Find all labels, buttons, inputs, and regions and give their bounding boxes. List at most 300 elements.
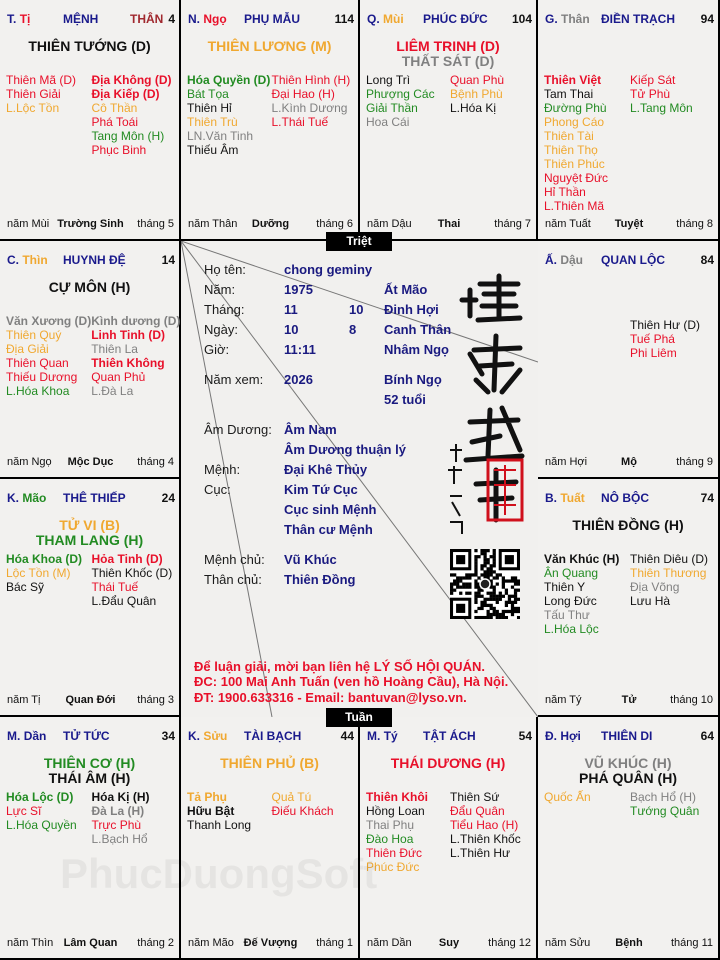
palace-footer	[545, 937, 713, 951]
palace-name: PHỤ MẪU	[244, 12, 300, 26]
palace-header	[367, 12, 532, 28]
minor-stars	[6, 790, 177, 846]
footer-stage: Mộ	[621, 456, 637, 468]
star-column-right	[92, 552, 178, 608]
palace-name: PHÚC ĐỨC	[423, 12, 488, 26]
main-star: PHÁ QUÂN (H)	[579, 770, 677, 786]
palace-Sửu[interactable]	[181, 717, 360, 960]
palace-age-number: 34	[161, 729, 175, 743]
star-column-left	[544, 552, 630, 636]
palace-header	[545, 12, 714, 28]
main-stars	[181, 756, 358, 771]
star: Hỉ Thần	[544, 185, 586, 199]
info-c-value: Ất Mão	[384, 282, 428, 297]
minor-stars	[544, 73, 716, 213]
minor-stars	[544, 790, 716, 818]
star: L.Hóa Quyền	[6, 818, 77, 832]
footer-stage: Đế Vượng	[243, 937, 298, 949]
star-column-left	[187, 73, 272, 157]
star: Thiên Hình (H)	[271, 73, 351, 87]
star: Thiên Thương	[630, 566, 707, 580]
star: Kình dương (D)	[91, 314, 181, 328]
palace-can: Ấ.	[545, 253, 557, 267]
main-stars	[538, 756, 718, 786]
star: Hóa Kị (H)	[91, 790, 150, 804]
star-column-right	[92, 790, 178, 846]
star: Tiểu Hao (H)	[450, 818, 519, 832]
star: Hữu Bật	[187, 804, 235, 818]
footer-stage: Quan Đới	[65, 694, 116, 706]
star: Long Đức	[544, 594, 597, 608]
footer-year: năm Dậu	[367, 218, 412, 230]
star: Thiên Trù	[187, 115, 238, 129]
star-column-left	[366, 790, 450, 874]
palace-age-number: 14	[161, 253, 175, 267]
minor-stars	[6, 314, 181, 398]
star: Lộc Tồn (M)	[6, 566, 71, 580]
palace-chi: Tý	[383, 729, 398, 743]
star: Phượng Các	[366, 87, 435, 101]
footer-stage: Bệnh	[615, 937, 643, 949]
palace-name: TẬT ÁCH	[423, 729, 476, 743]
palace-Tý[interactable]	[360, 717, 538, 960]
footer-stage: Thai	[437, 218, 461, 230]
info-a-value: Đại Khê Thủy	[284, 462, 368, 477]
palace-age-number: 54	[518, 729, 532, 743]
main-stars	[0, 518, 179, 548]
minor-stars	[544, 552, 716, 636]
footer-year: năm Dần	[367, 937, 412, 949]
minor-stars	[187, 790, 356, 832]
info-c-value: Đinh Hợi	[384, 302, 439, 317]
footer-year: năm Mão	[188, 937, 234, 949]
star: Long Trì	[366, 73, 411, 87]
star-column-left	[6, 552, 92, 608]
footer-month: tháng 5	[137, 218, 174, 230]
info-c-value: Nhâm Ngọ	[384, 342, 449, 357]
footer-year: năm Thân	[188, 218, 238, 230]
palace-Mão[interactable]	[0, 479, 181, 717]
info-b-value: 8	[349, 322, 357, 337]
palace-age-number: 94	[700, 12, 714, 26]
palace-footer	[7, 937, 174, 951]
palace-footer	[188, 937, 353, 951]
palace-can: C.	[7, 253, 19, 267]
palace-Mùi[interactable]	[360, 0, 538, 241]
palace-chi: Tuất	[560, 491, 585, 505]
star: Điếu Khách	[271, 804, 334, 818]
info-c-value: Bính Ngọ	[384, 372, 442, 387]
star: Đại Hao (H)	[271, 87, 335, 101]
palace-header	[188, 12, 354, 28]
main-stars	[0, 280, 179, 295]
minor-stars	[366, 73, 534, 129]
palace-Dậu[interactable]	[538, 241, 720, 479]
star: Bệnh Phù	[450, 87, 503, 101]
info-a-value: Âm Nam	[284, 422, 337, 437]
info-a-value: Cục sinh Mệnh	[284, 502, 377, 517]
star: Thái Tuế	[91, 580, 139, 594]
palace-Ngọ[interactable]	[181, 0, 360, 241]
star: Hóa Quyền (D)	[187, 73, 271, 87]
star: Quốc Ấn	[544, 790, 591, 804]
palace-can-chi	[7, 12, 30, 26]
palace-age-number: 44	[340, 729, 354, 743]
main-star: THIÊN TƯỚNG (D)	[28, 38, 151, 54]
palace-footer	[7, 456, 174, 470]
palace-Thân[interactable]	[538, 0, 720, 241]
palace-name: THIÊN DI	[601, 729, 653, 743]
footer-month: tháng 2	[137, 937, 174, 949]
footer-stage: Tuyệt	[614, 218, 644, 230]
than-marker: THÂN	[130, 12, 164, 26]
star: Thiên Quan	[6, 356, 69, 370]
palace-Dần[interactable]	[0, 717, 181, 960]
star: Thiên Việt	[544, 73, 602, 87]
palace-header	[188, 729, 354, 745]
palace-can: G.	[545, 12, 558, 26]
palace-name: HUYNH ĐỆ	[63, 253, 126, 267]
palace-header	[545, 253, 714, 269]
star: Phong Cáo	[544, 115, 605, 129]
minor-stars	[6, 552, 177, 608]
main-star: THẤT SÁT (D)	[401, 53, 495, 69]
minor-stars	[366, 790, 534, 874]
main-stars	[538, 518, 718, 533]
palace-Tuất[interactable]	[538, 479, 720, 717]
star: Quan Phù	[450, 73, 505, 87]
palace-header	[545, 491, 714, 507]
info-label: Năm xem:	[204, 372, 264, 387]
star: Lưu Hà	[630, 594, 671, 608]
star: Quả Tú	[271, 790, 312, 804]
palace-header	[367, 729, 532, 745]
info-c-value: 52 tuổi	[384, 392, 426, 407]
star: Đà La (H)	[91, 804, 145, 818]
palace-can-chi	[545, 729, 581, 743]
star: Thiếu Âm	[187, 143, 239, 157]
calligraphy-logo	[440, 270, 530, 540]
star: Trực Phù	[91, 818, 142, 832]
palace-can-chi	[7, 491, 46, 505]
star: Cô Thần	[91, 101, 138, 115]
star: L.Thiên Khốc	[450, 832, 521, 846]
star: Địa Võng	[630, 580, 680, 594]
palace-can-chi	[545, 253, 583, 267]
contact-line-phone-email: ĐT: 1900.633316 - Email: bantuvan@lyso.vn.	[194, 690, 467, 705]
star-column-right	[450, 73, 534, 129]
star: L.Hóa Lộc	[544, 622, 599, 636]
info-label: Năm:	[204, 282, 236, 297]
qr-code[interactable]	[450, 549, 520, 619]
star: Tuế Phá	[630, 332, 675, 346]
palace-name: TỬ TỨC	[63, 729, 110, 743]
star: Tam Thai	[544, 87, 594, 101]
star: Phục Binh	[91, 143, 147, 157]
star: Nguyệt Đức	[544, 171, 609, 185]
star: Thiên Sứ	[450, 790, 500, 804]
star-column-left	[544, 73, 630, 213]
star-column-right	[630, 790, 716, 818]
star: L.Thiên Mã	[544, 199, 605, 213]
star-column-left	[366, 73, 450, 129]
star-column-right	[630, 552, 716, 636]
palace-can-chi	[367, 729, 398, 743]
info-label: Tháng:	[204, 302, 245, 317]
star: L.Hóa Khoa	[6, 384, 70, 398]
palace-name: THÊ THIẾP	[63, 491, 126, 505]
info-label: Cục:	[204, 482, 231, 497]
star: L.Thiên Hư	[450, 846, 511, 860]
star: Thiên Y	[544, 580, 586, 594]
palace-name: MỆNH	[63, 12, 99, 26]
star-column-right	[91, 314, 180, 398]
star: Hỏa Tinh (D)	[91, 552, 163, 566]
star: Đường Phù	[544, 101, 607, 115]
star: Đào Hoa	[366, 832, 414, 846]
footer-month: tháng 10	[670, 694, 713, 706]
palace-chi: Tị	[19, 12, 31, 26]
star: Thiên Giải	[6, 87, 61, 101]
main-star: TỬ VI (B)	[59, 517, 120, 533]
star: Thiên Hư (D)	[630, 318, 701, 332]
star: Phá Toái	[91, 115, 138, 129]
palace-footer	[188, 218, 353, 232]
palace-Thìn[interactable]	[0, 241, 181, 479]
star: Tang Môn (H)	[91, 129, 165, 143]
main-star: THIÊN ĐỒNG (H)	[572, 517, 684, 533]
palace-can-chi	[7, 253, 48, 267]
palace-name: ĐIỀN TRẠCH	[601, 12, 675, 26]
star: Bát Tọa	[187, 87, 229, 101]
info-a-value: Kim Tứ Cục	[284, 482, 358, 497]
palace-footer	[7, 218, 174, 232]
star: Thiên La	[91, 342, 138, 356]
palace-can-chi	[545, 12, 590, 26]
palace-can: Q.	[367, 12, 380, 26]
palace-age-number: 4	[168, 12, 175, 26]
star: LN.Văn Tinh	[187, 129, 254, 143]
star-column-right	[92, 73, 178, 157]
palace-Tị[interactable]	[0, 0, 181, 241]
star: Thiên Mã (D)	[6, 73, 77, 87]
palace-can: K.	[7, 491, 19, 505]
palace-chi: Thìn	[22, 253, 48, 267]
footer-month: tháng 11	[670, 937, 713, 949]
footer-year: năm Tý	[545, 694, 582, 706]
palace-name: NÔ BỘC	[601, 491, 649, 505]
star-column-right	[450, 790, 534, 874]
star: Thanh Long	[187, 818, 252, 832]
footer-stage: Suy	[438, 937, 460, 949]
palace-chi: Hợi	[560, 729, 581, 743]
star: L.Đà La	[91, 384, 134, 398]
star: Tấu Thư	[544, 608, 590, 622]
star-column-left	[6, 790, 92, 846]
star: Ân Quang	[544, 566, 599, 580]
star-column-left	[187, 790, 272, 832]
palace-can-chi	[188, 729, 227, 743]
main-star: CỰ MÔN (H)	[48, 279, 131, 295]
main-stars	[0, 756, 179, 786]
palace-header	[7, 491, 175, 507]
palace-can-chi	[545, 491, 585, 505]
palace-can: M.	[7, 729, 21, 743]
footer-year: năm Mùi	[7, 218, 50, 230]
star: Tướng Quân	[630, 804, 700, 818]
star-column-right	[630, 318, 716, 360]
star: Quan Phủ	[91, 370, 146, 384]
info-a-value: 10	[284, 322, 299, 337]
main-stars	[360, 39, 536, 69]
main-star: VŨ KHÚC (H)	[584, 755, 672, 771]
main-stars	[181, 39, 358, 54]
palace-age-number: 114	[334, 12, 354, 26]
star: Đẩu Quân	[450, 804, 505, 818]
footer-stage: Trường Sinh	[57, 218, 124, 230]
star: Kiếp Sát	[630, 73, 676, 87]
star: L.Bạch Hổ	[91, 832, 148, 846]
main-star: THÁI ÂM (H)	[48, 770, 131, 786]
palace-chi: Sửu	[203, 729, 228, 743]
palace-chi: Mùi	[383, 12, 404, 26]
star: Giải Thần	[366, 101, 418, 115]
footer-year: năm Sửu	[545, 937, 591, 949]
star: Thiên Thọ	[544, 143, 598, 157]
star: L.Hóa Kị	[450, 101, 497, 115]
footer-month: tháng 8	[676, 218, 713, 230]
info-a-value: Thiên Đồng	[284, 572, 356, 587]
palace-footer	[545, 456, 713, 470]
info-a-value: 2026	[284, 372, 313, 387]
palace-can: T.	[7, 12, 17, 26]
info-a-value: Âm Dương thuận lý	[284, 442, 406, 457]
palace-age-number: 84	[700, 253, 714, 267]
footer-stage: Mộc Dục	[67, 456, 114, 468]
star: Bác Sỹ	[6, 580, 45, 594]
main-stars	[0, 39, 179, 54]
footer-month: tháng 3	[137, 694, 174, 706]
star: Hóa Lộc (D)	[6, 790, 74, 804]
palace-can: N.	[188, 12, 200, 26]
palace-age-number: 24	[161, 491, 175, 505]
footer-stage: Lâm Quan	[63, 937, 118, 949]
contact-line-intro: Để luận giải, mời bạn liên hệ LÝ SỐ HỘI QUÁN.	[194, 659, 485, 674]
palace-footer	[367, 218, 531, 232]
footer-month: tháng 12	[488, 937, 531, 949]
star: Thiên Tài	[544, 129, 594, 143]
palace-age-number: 74	[700, 491, 714, 505]
star: Thiên Đức	[366, 846, 423, 860]
main-star: LIÊM TRINH (D)	[396, 38, 500, 54]
main-star: THIÊN PHỦ (B)	[220, 755, 319, 771]
palace-Hợi[interactable]	[538, 717, 720, 960]
star: L.Đẩu Quân	[91, 594, 157, 608]
info-label: Mệnh chủ:	[204, 552, 265, 567]
info-label: Ngày:	[204, 322, 238, 337]
palace-can: B.	[545, 491, 557, 505]
star: Địa Không (D)	[91, 73, 172, 87]
star: L.Lộc Tồn	[6, 101, 60, 115]
star: Hồng Loan	[366, 804, 425, 818]
star-column-right	[272, 790, 357, 832]
star: L.Tang Môn	[630, 101, 693, 115]
palace-can: M.	[367, 729, 381, 743]
star: Thiên Phúc	[544, 157, 605, 171]
minor-stars	[544, 318, 716, 360]
palace-chi: Dần	[23, 729, 47, 743]
palace-name: QUAN LỘC	[601, 253, 665, 267]
main-star: THAM LANG (H)	[35, 532, 144, 548]
palace-can-chi	[7, 729, 46, 743]
star-column-left	[6, 73, 92, 157]
triet-marker: Triệt	[326, 232, 392, 251]
footer-month: tháng 9	[676, 456, 713, 468]
star: L.Thái Tuế	[271, 115, 329, 129]
star: Tả Phụ	[187, 790, 228, 804]
palace-chi: Dậu	[560, 253, 584, 267]
star: Thiên Khốc (D)	[91, 566, 173, 580]
palace-name: TÀI BẠCH	[244, 729, 302, 743]
star: L.Kình Dương	[271, 101, 348, 115]
star: Lực Sĩ	[6, 804, 42, 818]
star: Địa Kiếp (D)	[91, 87, 160, 101]
star-column-right	[272, 73, 357, 157]
star: Thiên Quý	[6, 328, 62, 342]
star: Thiếu Dương	[6, 370, 78, 384]
contact-line-address: ĐC: 100 Mai Anh Tuấn (ven hồ Hoàng Cầu), Hà Nội.	[194, 674, 509, 689]
info-label: Mệnh:	[204, 462, 241, 477]
palace-age-number: 104	[511, 12, 532, 26]
palace-can: Đ.	[545, 729, 557, 743]
star: Thiên Diêu (D)	[630, 552, 709, 566]
star: Hóa Khoa (D)	[6, 552, 82, 566]
footer-year: năm Ngọ	[7, 456, 52, 468]
info-a-value: 11:11	[284, 342, 316, 357]
star: Thiên Hỉ	[187, 101, 232, 115]
star: Thai Phụ	[366, 818, 415, 832]
palace-age-number: 64	[700, 729, 714, 743]
info-a-value: chong geminy	[284, 262, 373, 277]
minor-stars	[187, 73, 356, 157]
main-star: THIÊN CƠ (H)	[43, 755, 136, 771]
footer-month: tháng 7	[494, 218, 531, 230]
star-column-left	[544, 790, 630, 818]
palace-footer	[7, 694, 174, 708]
footer-stage: Tử	[621, 694, 637, 706]
info-label: Họ tên:	[204, 262, 246, 277]
footer-month: tháng 1	[316, 937, 353, 949]
star: Phi Liêm	[630, 346, 677, 360]
star: Hoa Cái	[366, 115, 410, 129]
star: Thiên Khôi	[366, 790, 428, 804]
palace-footer	[367, 937, 531, 951]
palace-chi: Mão	[22, 491, 47, 505]
footer-year: năm Tị	[7, 694, 41, 706]
star-column-left	[544, 318, 630, 360]
main-star: THÁI DƯƠNG (H)	[390, 755, 506, 771]
footer-year: năm Tuất	[545, 218, 591, 230]
info-label: Giờ:	[204, 342, 230, 357]
info-c-value: Canh Thân	[384, 322, 452, 337]
palace-can: K.	[188, 729, 200, 743]
footer-year: năm Hợi	[545, 456, 588, 468]
palace-can-chi	[367, 12, 404, 26]
info-label: Âm Dương:	[204, 422, 272, 437]
info-a-value: 1975	[284, 282, 313, 297]
info-a-value: 11	[284, 302, 298, 317]
minor-stars	[6, 73, 177, 157]
